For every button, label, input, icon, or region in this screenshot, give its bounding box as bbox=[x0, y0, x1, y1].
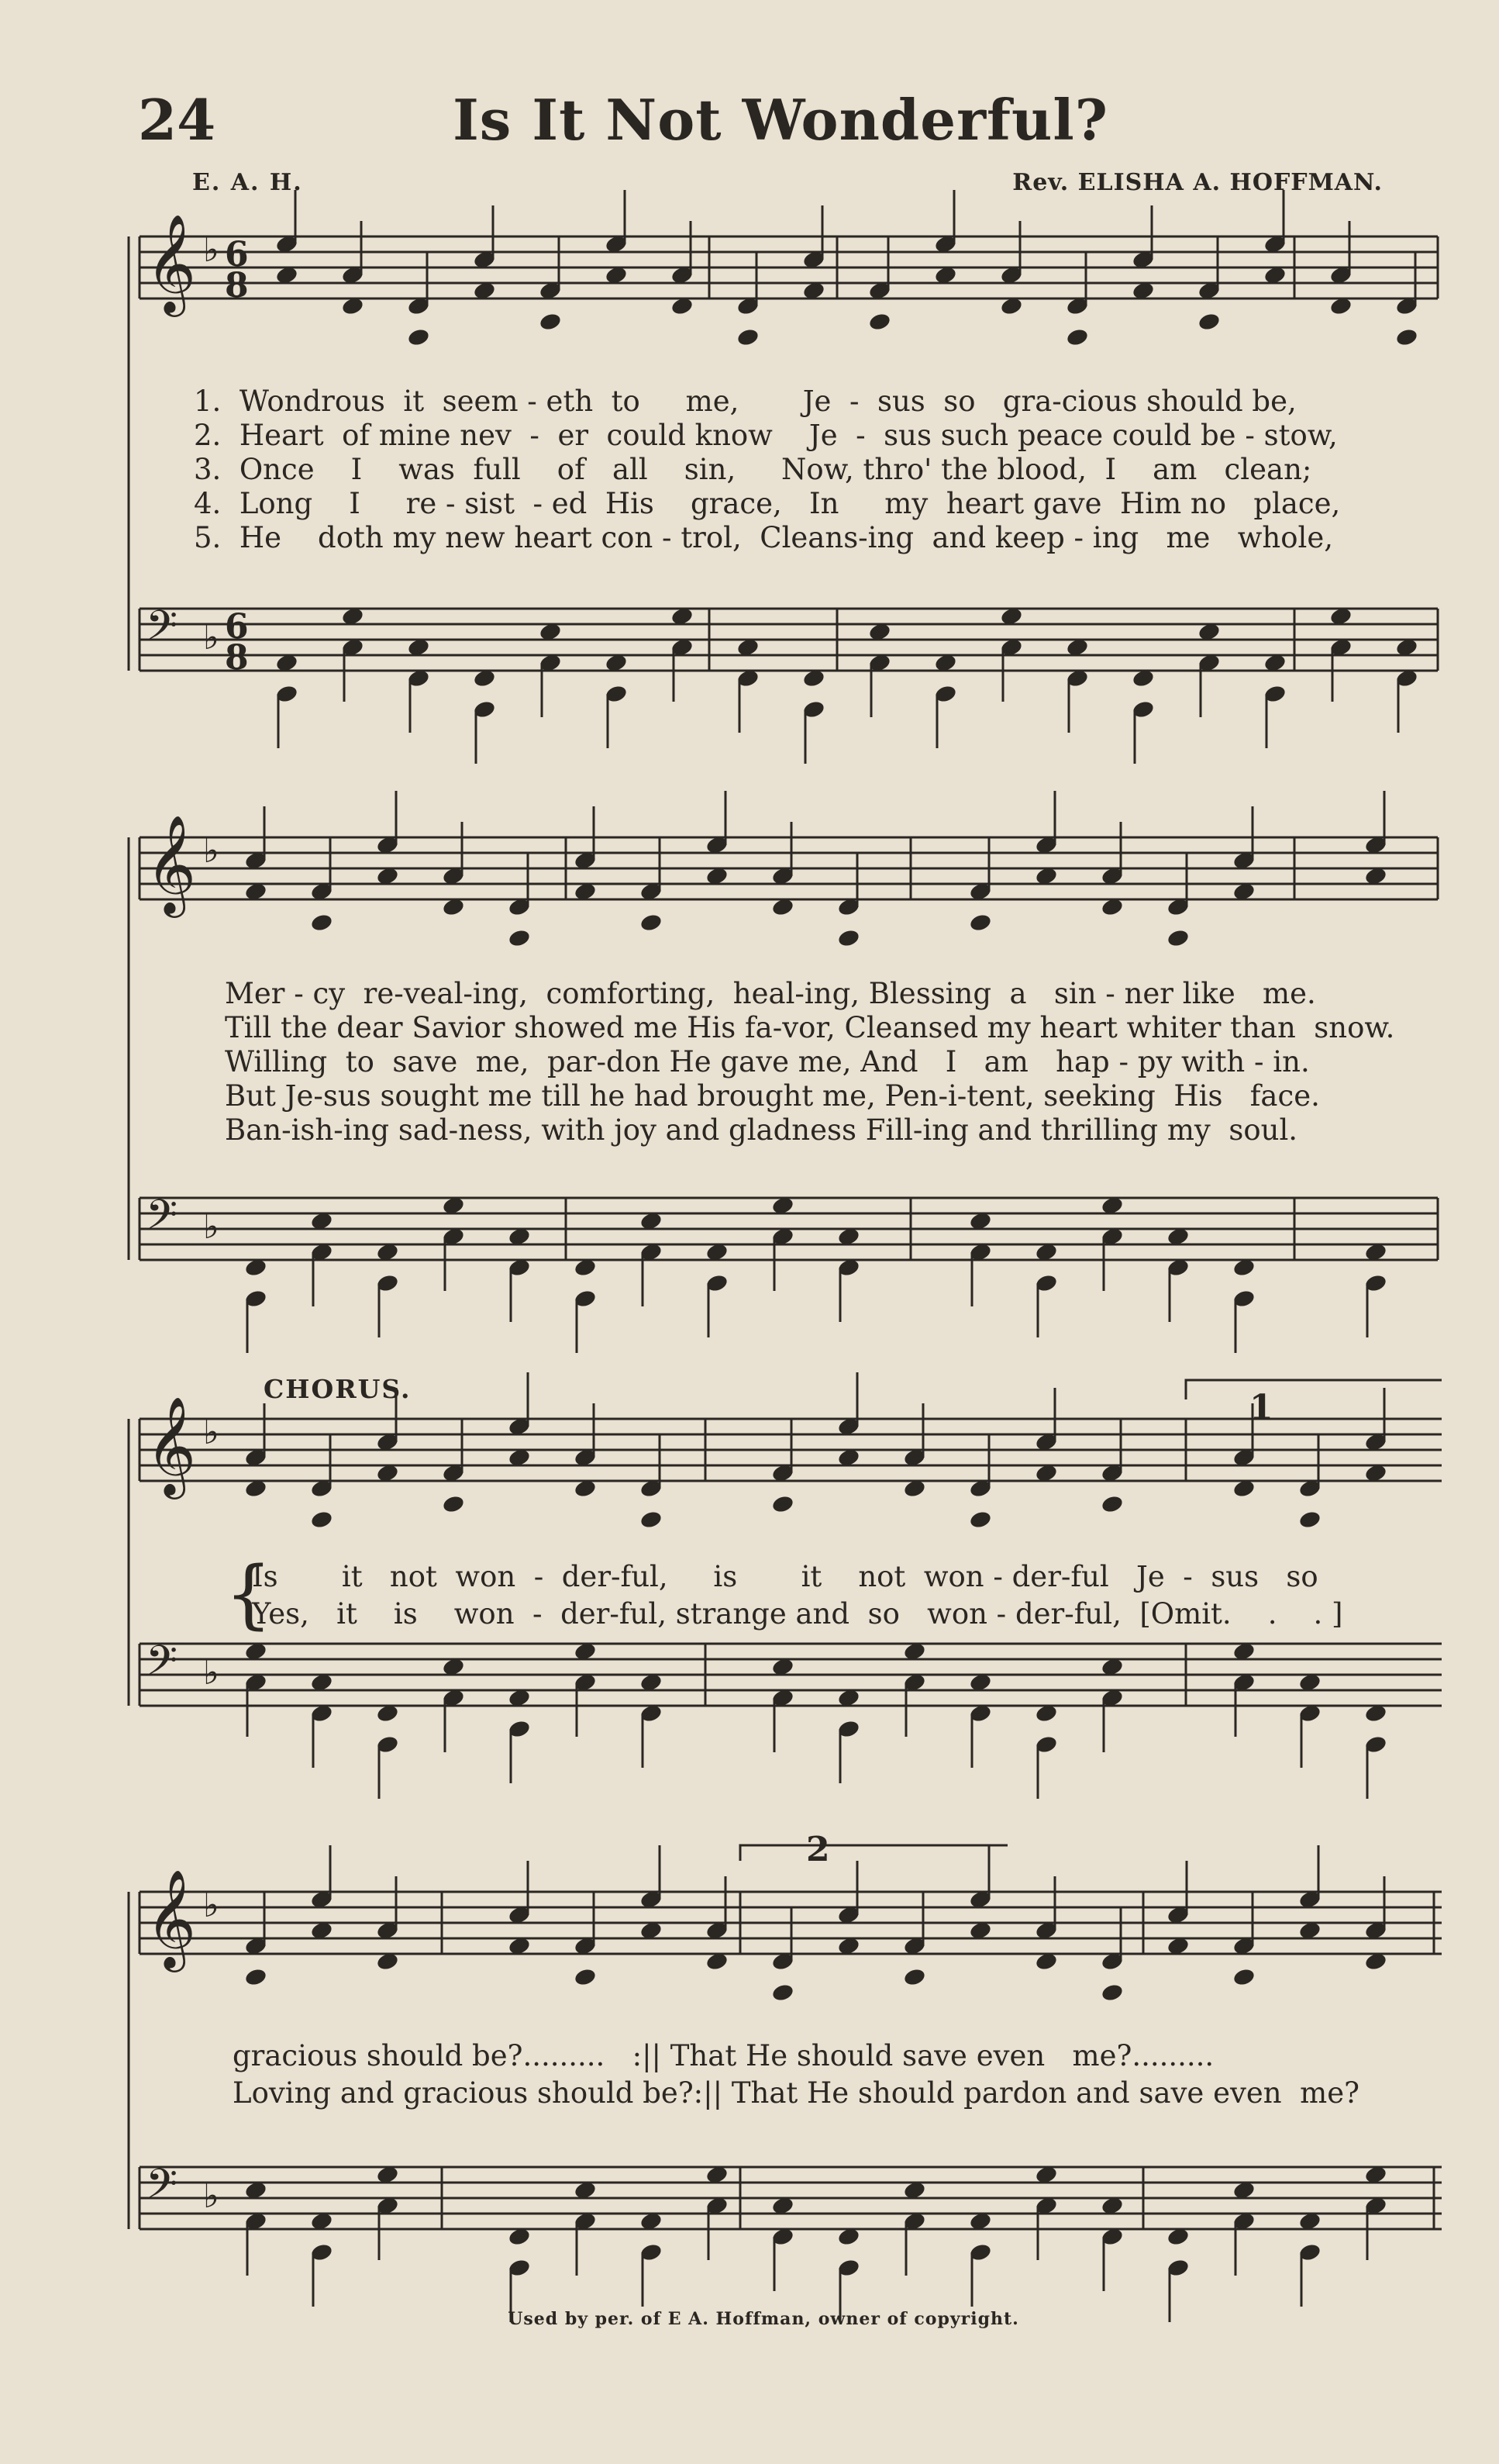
notehead-icon bbox=[539, 312, 563, 332]
hymn-title-text: Is It Not Wonderful? bbox=[453, 87, 1108, 153]
notehead-icon bbox=[771, 1494, 795, 1514]
verse-line: 3. Once I was full of all sin, Now, thro' the blood, I am clean; bbox=[194, 453, 1312, 486]
treble-clef-icon: 𝄞 bbox=[146, 213, 197, 312]
notehead-icon bbox=[1298, 1510, 1322, 1530]
flat-icon: ♭ bbox=[203, 1207, 219, 1247]
first-ending-number: 1 bbox=[1249, 1388, 1273, 1427]
notehead-icon bbox=[1232, 1967, 1256, 1987]
lyric-brace: { bbox=[225, 1551, 273, 1637]
flat-icon: ♭ bbox=[203, 2176, 219, 2216]
bass-clef-icon: 𝄢 bbox=[146, 602, 178, 660]
ending-line: Loving and gracious should be?:|| That He should pardon and save even me? bbox=[233, 2076, 1359, 2110]
ending-line: gracious should be?......... :|| That He should save even me?......... bbox=[233, 2039, 1215, 2072]
bass-clef-icon: 𝄢 bbox=[146, 2161, 178, 2218]
verse-line: Ban-ish-ing sad-ness, with joy and gladness Fill-ing and thrilling my soul. bbox=[225, 1113, 1298, 1147]
treble-clef-icon: 𝄞 bbox=[146, 1869, 197, 1968]
notehead-icon bbox=[1395, 327, 1419, 347]
verse-line: 5. He doth my new heart con - trol, Cleans-ing and keep - ing me whole, bbox=[194, 521, 1333, 554]
notehead-icon bbox=[1101, 1494, 1125, 1514]
verse-line: 4. Long I re - sist - ed His grace, In my heart gave Him no place, bbox=[194, 487, 1341, 520]
notehead-icon bbox=[868, 312, 892, 332]
first-ending-bracket bbox=[1186, 1380, 1442, 1399]
notehead-icon bbox=[1197, 312, 1222, 332]
notehead-icon bbox=[837, 928, 861, 948]
time-signature-icon: 6 bbox=[225, 607, 249, 647]
notehead-icon bbox=[903, 1967, 927, 1987]
notehead-icon bbox=[574, 1967, 598, 1987]
treble-clef-icon: 𝄞 bbox=[146, 1396, 197, 1495]
second-ending-bracket bbox=[740, 1845, 1008, 1861]
lyricist-credit: E. A. H. bbox=[192, 169, 303, 196]
notehead-icon bbox=[1101, 1983, 1125, 2003]
verse-line: 1. Wondrous it seem - eth to me, Je - sus so gra-cious should be, bbox=[194, 385, 1297, 418]
flat-icon: ♭ bbox=[203, 230, 219, 270]
composer-credit: Rev. ELISHA A. HOFFMAN. bbox=[1012, 169, 1383, 196]
copyright-footer bbox=[0, 2309, 1499, 2329]
verse-line: Till the dear Savior showed me His fa-vor, Cleansed my heart whiter than snow. bbox=[225, 1011, 1395, 1044]
bass-clef-icon: 𝄢 bbox=[146, 1637, 178, 1695]
verse-lyrics-part2 bbox=[225, 977, 1394, 1147]
notehead-icon bbox=[1166, 928, 1191, 948]
notehead-icon bbox=[310, 913, 334, 933]
bass-clef-icon: 𝄢 bbox=[146, 1192, 178, 1249]
time-signature-icon: 8 bbox=[225, 266, 249, 305]
verse-line: But Je-sus sought me till he had brought me, Pen-i-tent, seeking His face. bbox=[225, 1079, 1320, 1113]
flat-icon: ♭ bbox=[203, 1653, 219, 1693]
notehead-icon bbox=[442, 1494, 466, 1514]
copyright-text: Used by per. of E A. Hoffman, owner of copyright. bbox=[508, 2309, 1019, 2329]
flat-icon: ♭ bbox=[203, 1413, 219, 1452]
flat-icon: ♭ bbox=[203, 618, 219, 657]
verse-lyrics-part1 bbox=[194, 385, 1340, 555]
ending-lyrics bbox=[233, 2038, 1359, 2112]
notehead-icon bbox=[508, 928, 532, 948]
notehead-icon bbox=[310, 1510, 334, 1530]
chorus-line: Is it not won - der-ful, is it not won - der-ful Je - sus so bbox=[252, 1560, 1318, 1593]
notehead-icon bbox=[639, 1510, 663, 1530]
notehead-icon bbox=[771, 1983, 795, 2003]
verse-line: Willing to save me, par-don He gave me, And I am hap - py with - in. bbox=[225, 1045, 1310, 1078]
flat-icon: ♭ bbox=[203, 1886, 219, 1925]
flat-icon: ♭ bbox=[203, 831, 219, 871]
notehead-icon bbox=[736, 327, 760, 347]
chorus-line: Yes, it is won - der-ful, strange and so won - der-ful, [Omit. . . ] bbox=[252, 1597, 1343, 1631]
notehead-icon bbox=[1066, 327, 1090, 347]
second-ending-number: 2 bbox=[806, 1830, 830, 1869]
notehead-icon bbox=[244, 1967, 268, 1987]
notehead-icon bbox=[969, 913, 993, 933]
notehead-icon bbox=[639, 913, 663, 933]
time-signature-icon: 6 bbox=[225, 235, 249, 274]
verse-line: Mer - cy re-veal-ing, comforting, heal-ing, Blessing a sin - ner like me. bbox=[225, 977, 1316, 1010]
notehead-icon bbox=[407, 327, 431, 347]
time-signature-icon: 8 bbox=[225, 638, 249, 678]
page-number: 24 bbox=[138, 87, 216, 153]
chorus-lyrics bbox=[252, 1558, 1342, 1633]
chorus-label: CHORUS. bbox=[264, 1374, 412, 1404]
treble-clef-icon: 𝄞 bbox=[146, 814, 197, 913]
notehead-icon bbox=[969, 1510, 993, 1530]
verse-line: 2. Heart of mine nev - er could know Je - sus such peace could be - stow, bbox=[194, 419, 1338, 452]
